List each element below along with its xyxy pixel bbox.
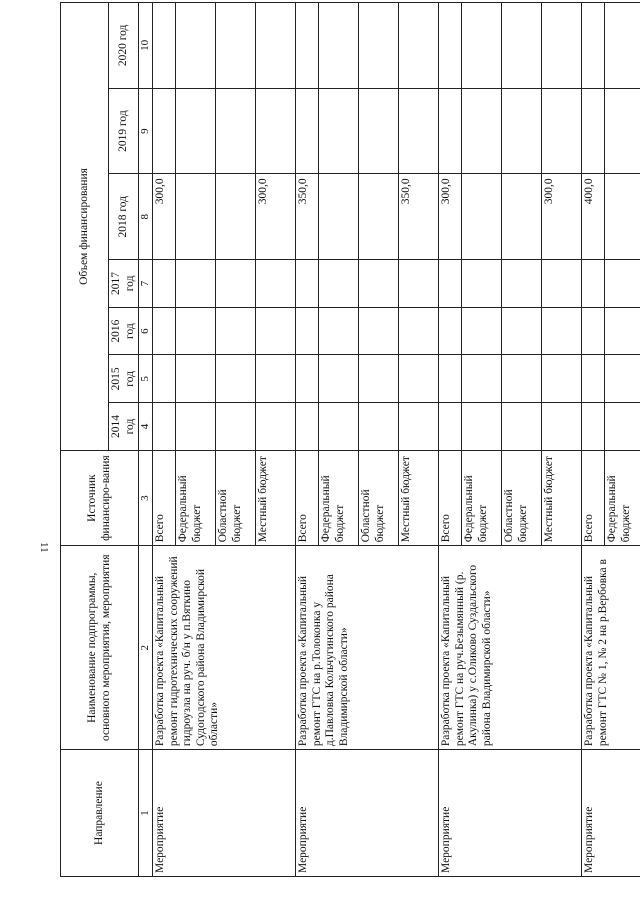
value-2018-cell: 300,0 (439, 174, 462, 260)
table-row (296, 3, 319, 877)
financing-table (60, 2, 640, 877)
table-row (153, 3, 176, 877)
column-number: 5 (139, 355, 153, 403)
column-number: 9 (139, 88, 153, 174)
source-cell: Местный бюджет (256, 450, 296, 545)
column-number: 2 (139, 546, 153, 750)
header-year-2019: 2019 год (109, 88, 139, 174)
column-number: 1 (139, 750, 153, 877)
column-number: 8 (139, 174, 153, 260)
direction-cell: Мероприятие (439, 750, 582, 877)
value-2018-cell: 350,0 (399, 174, 439, 260)
column-number: 3 (139, 450, 153, 545)
header-source: Источник финансиро-вания (61, 450, 139, 545)
value-2018-cell (319, 174, 359, 260)
source-cell: Федеральный бюджет (605, 450, 640, 545)
table-row (439, 3, 462, 877)
column-number: 7 (139, 260, 153, 308)
header-direction: Направление (61, 750, 139, 877)
column-number: 4 (139, 403, 153, 451)
source-cell: Областной бюджет (359, 450, 399, 545)
value-2018-cell: 300,0 (153, 174, 176, 260)
event-name-cell: Разработка проекта «Капитальный ремонт ГТС на руч.Безымянный (р. Акулинка) у с.Оликово Суздальского района Владимирской области» (439, 546, 582, 750)
value-2018-cell (359, 174, 399, 260)
event-name-cell: Разработка проекта «Капитальный ремонт гидротехнических сооружений гидроузла на руч. б/н у п.Вяткино Судогодского района Владимирской области» (153, 546, 296, 750)
event-name-cell: Разработка проекта «Капитальный ремонт ГТС № 1, № 2 на р.Вербовка в (582, 546, 640, 750)
source-cell: Федеральный бюджет (319, 450, 359, 545)
event-name-cell: Разработка проекта «Капитальный ремонт ГТС на р.Толоконка у д.Павловка Кольчугинского района Владимирской области» (296, 546, 439, 750)
header-name: Наименование подпрограммы, основного мероприятия, мероприятия (61, 546, 139, 750)
source-cell: Местный бюджет (542, 450, 582, 545)
source-cell: Федеральный бюджет (462, 450, 502, 545)
value-2018-cell (462, 174, 502, 260)
source-cell: Областной бюджет (216, 450, 256, 545)
source-cell: Всего (439, 450, 462, 545)
header-funding: Объем финансирования (61, 3, 109, 451)
source-cell: Всего (582, 450, 605, 545)
value-2018-cell: 300,0 (542, 174, 582, 260)
value-2018-cell: 350,0 (296, 174, 319, 260)
page-number: 11 (38, 542, 50, 553)
value-2018-cell: 300,0 (256, 174, 296, 260)
column-number-row (139, 3, 153, 877)
direction-cell: Мероприятие (296, 750, 439, 877)
header-year-2020: 2020 год (109, 3, 139, 89)
header-year-2015: 2015 год (109, 355, 139, 403)
financing-table-sheet (60, 2, 632, 877)
source-cell: Областной бюджет (502, 450, 542, 545)
value-2018-cell (216, 174, 256, 260)
value-2018-cell: 400,0 (582, 174, 605, 260)
source-cell: Всего (153, 450, 176, 545)
header-year-2017: 2017 год (109, 260, 139, 308)
column-number: 6 (139, 307, 153, 355)
source-cell: Федеральный бюджет (176, 450, 216, 545)
direction-cell: Мероприятие (153, 750, 296, 877)
header-year-2016: 2016 год (109, 307, 139, 355)
header-year-2018: 2018 год (109, 174, 139, 260)
value-2018-cell (502, 174, 542, 260)
value-2018-cell (176, 174, 216, 260)
source-cell: Местный бюджет (399, 450, 439, 545)
direction-cell: Мероприятие (582, 750, 640, 877)
value-2018-cell (605, 174, 640, 260)
column-number: 10 (139, 3, 153, 89)
table-row (582, 3, 605, 877)
source-cell: Всего (296, 450, 319, 545)
header-year-2014: 2014 год (109, 403, 139, 451)
